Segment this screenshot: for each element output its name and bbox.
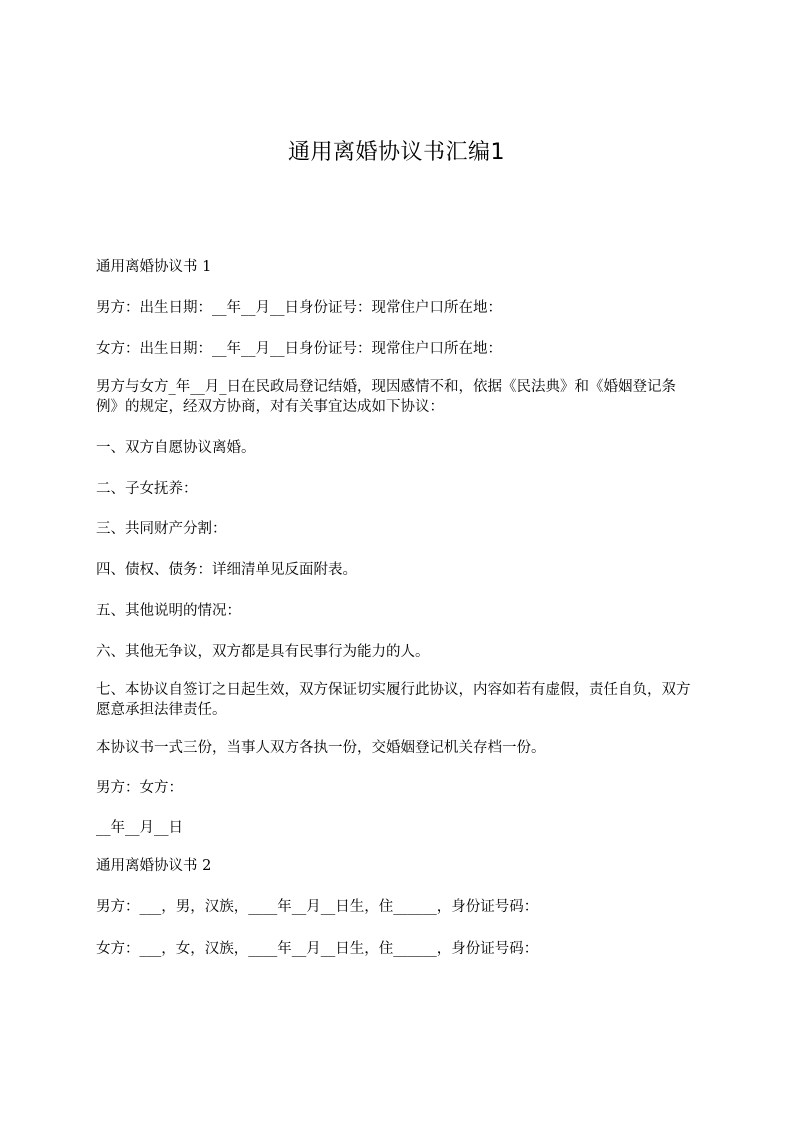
clause-2: 二、子女抚养：	[96, 481, 198, 497]
section-heading-1: 通用离婚协议书 1	[96, 259, 212, 275]
clause-7: 七、本协议自签订之日起生效，双方保证切实履行此协议，内容如若有虚假，责任自负，双方愿意承担法律责任。	[96, 682, 691, 718]
clause-5: 五、其他说明的情况：	[96, 603, 241, 619]
clause-3: 三、共同财产分割：	[96, 521, 227, 537]
marriage-statement: 男方与女方_年__月_日在民政局登记结婚，现因感情不和，依据《民法典》和《婚姻登记条例》的规定，经双方协商，对有关事宜达成如下协议：	[96, 379, 676, 415]
date-line: __年__月__日	[96, 820, 183, 836]
section-heading-2: 通用离婚协议书 2	[96, 858, 212, 874]
signature-line: 男方：女方：	[96, 780, 183, 796]
clause-4: 四、债权、债务：详细清单见反面附表。	[96, 562, 357, 578]
male-party-line-2: 男方：___，男，汉族，____年__月__日生，住______，身份证号码：	[96, 899, 539, 915]
clause-6: 六、其他无争议，双方都是具有民事行为能力的人。	[96, 644, 430, 660]
copies-statement: 本协议书一式三份，当事人双方各执一份，交婚姻登记机关存档一份。	[96, 740, 546, 756]
document-title: 通用离婚协议书汇编1	[288, 140, 505, 165]
document-body	[96, 257, 694, 959]
female-party-line: 女方：出生日期：__年__月__日身份证号：现常住户口所在地：	[96, 341, 502, 357]
male-party-line: 男方：出生日期：__年__月__日身份证号：现常住户口所在地：	[96, 300, 502, 316]
female-party-line-2: 女方：___，女，汉族，____年__月__日生，住______，身份证号码：	[96, 941, 539, 957]
clause-1: 一、双方自愿协议离婚。	[96, 440, 256, 456]
